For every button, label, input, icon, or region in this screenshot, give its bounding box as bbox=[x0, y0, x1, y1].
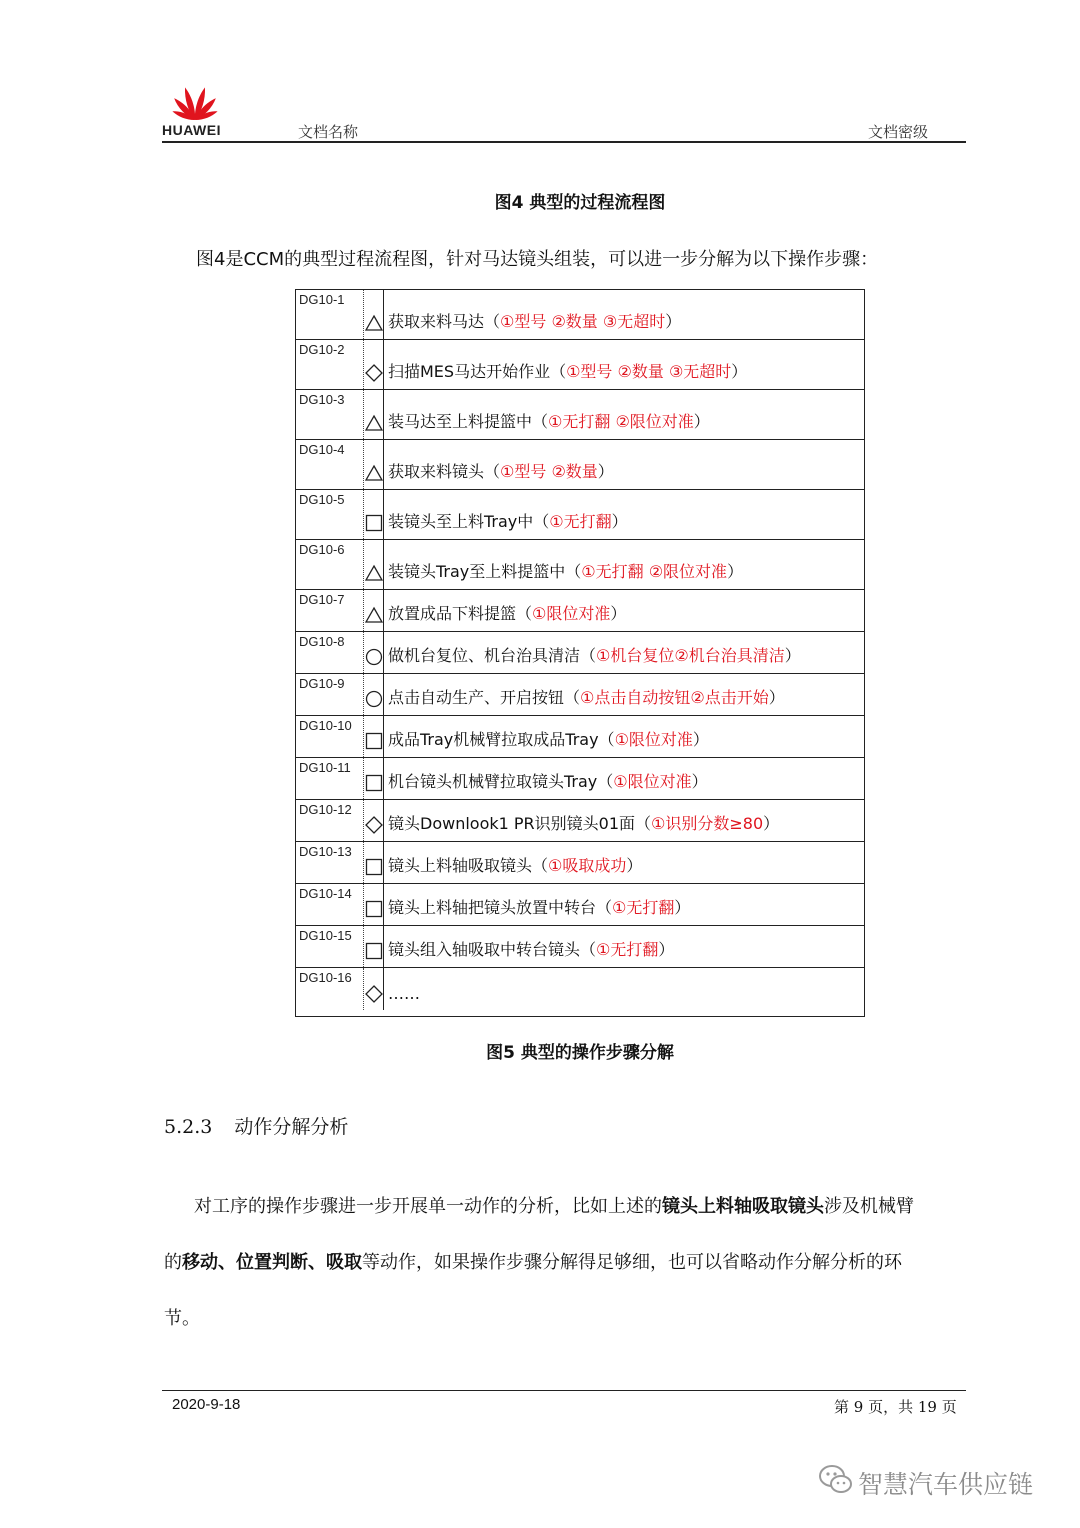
triangle-symbol-icon bbox=[365, 464, 383, 482]
step-id-cell bbox=[296, 290, 364, 339]
step-close-paren: ） bbox=[658, 940, 675, 959]
triangle-symbol-icon bbox=[365, 564, 383, 582]
header-divider bbox=[162, 141, 966, 143]
step-requirements: ①型号 ②数量 ③无超时 bbox=[566, 362, 732, 381]
step-id-cell bbox=[296, 540, 364, 589]
text-run: 的 bbox=[164, 1252, 182, 1273]
step-id-cell bbox=[296, 590, 364, 631]
step-action: 镜头组入轴吸取中转台镜头（ bbox=[388, 940, 597, 959]
step-description bbox=[388, 643, 801, 666]
text-run: 等动作，如果操作步骤分解得足够细，也可以省略动作分解分析的环 bbox=[362, 1252, 902, 1273]
operation-steps-table bbox=[295, 289, 865, 1017]
step-symbol-cell bbox=[364, 842, 384, 883]
step-symbol-cell bbox=[364, 758, 384, 799]
step-requirements: ①型号 ②数量 ③无超时 bbox=[500, 312, 666, 331]
step-row bbox=[296, 290, 864, 340]
step-description bbox=[388, 459, 614, 482]
section-heading bbox=[164, 1112, 348, 1139]
section-title: 动作分解分析 bbox=[234, 1116, 349, 1138]
step-description bbox=[388, 359, 747, 382]
step-symbol-cell bbox=[364, 674, 384, 715]
step-action: 装镜头至上料Tray中（ bbox=[388, 512, 550, 531]
step-id: DG10-8 bbox=[299, 634, 345, 649]
text-run: 对工序的操作步骤进一步开展单一动作的分析，比如上述的 bbox=[194, 1196, 662, 1217]
footer-date: 2020-9-18 bbox=[172, 1396, 241, 1413]
step-description bbox=[388, 727, 709, 750]
step-close-paren: ） bbox=[784, 646, 801, 665]
step-row bbox=[296, 540, 864, 590]
step-id: DG10-3 bbox=[299, 392, 345, 407]
step-requirements: ①机台复位②机台治具清洁 bbox=[596, 646, 785, 665]
step-close-paren: ） bbox=[692, 730, 709, 749]
square-symbol-icon bbox=[365, 858, 383, 876]
bold-text-run: 镜头上料轴吸取镜头 bbox=[662, 1196, 824, 1217]
step-description bbox=[388, 811, 779, 834]
document-name: 文档名称 bbox=[298, 123, 359, 141]
step-close-paren: ） bbox=[693, 412, 710, 431]
step-action: 镜头Downlook1 PR识别镜头01面（ bbox=[388, 814, 652, 833]
step-row bbox=[296, 968, 864, 1010]
step-close-paren: ） bbox=[763, 814, 780, 833]
step-id: DG10-2 bbox=[299, 342, 345, 357]
step-id-cell bbox=[296, 884, 364, 925]
step-id: DG10-16 bbox=[299, 970, 352, 985]
footer-page-number: 第 9 页，共 19 页 bbox=[834, 1398, 957, 1416]
step-symbol-cell bbox=[364, 540, 384, 589]
step-row bbox=[296, 758, 864, 800]
step-symbol-cell bbox=[364, 590, 384, 631]
diamond-symbol-icon bbox=[365, 985, 383, 1003]
step-id: DG10-11 bbox=[299, 760, 351, 775]
step-id-cell bbox=[296, 632, 364, 673]
step-action: …… bbox=[388, 984, 420, 1003]
step-row bbox=[296, 632, 864, 674]
step-row bbox=[296, 926, 864, 968]
step-symbol-cell bbox=[364, 440, 384, 489]
body-paragraph-line-1 bbox=[194, 1192, 994, 1218]
step-requirements: ①无打翻 ②限位对准 bbox=[581, 562, 728, 581]
step-symbol-cell bbox=[364, 800, 384, 841]
step-action: 放置成品下料提篮（ bbox=[388, 604, 533, 623]
triangle-symbol-icon bbox=[365, 414, 383, 432]
step-requirements: ①点击自动按钮②点击开始 bbox=[580, 688, 769, 707]
square-symbol-icon bbox=[365, 514, 383, 532]
step-row bbox=[296, 884, 864, 926]
step-row bbox=[296, 390, 864, 440]
step-symbol-cell bbox=[364, 290, 384, 339]
triangle-symbol-icon bbox=[365, 314, 383, 332]
step-id-cell bbox=[296, 758, 364, 799]
step-row bbox=[296, 490, 864, 540]
step-close-paren: ） bbox=[610, 604, 627, 623]
step-symbol-cell bbox=[364, 490, 384, 539]
step-requirements: ①限位对准 bbox=[613, 772, 692, 791]
diamond-symbol-icon bbox=[365, 364, 383, 382]
square-symbol-icon bbox=[365, 900, 383, 918]
step-action: 镜头上料轴把镜头放置中转台（ bbox=[388, 898, 613, 917]
step-symbol-cell bbox=[364, 632, 384, 673]
step-id-cell bbox=[296, 390, 364, 439]
step-id-cell bbox=[296, 716, 364, 757]
step-action: 做机台复位、机台治具清洁（ bbox=[388, 646, 597, 665]
step-close-paren: ） bbox=[611, 512, 628, 531]
square-symbol-icon bbox=[365, 942, 383, 960]
triangle-symbol-icon bbox=[365, 606, 383, 624]
step-id-cell bbox=[296, 842, 364, 883]
step-id: DG10-14 bbox=[299, 886, 352, 901]
step-id: DG10-5 bbox=[299, 492, 345, 507]
step-description bbox=[388, 409, 710, 432]
bold-text-run: 移动、位置判断、吸取 bbox=[182, 1252, 362, 1273]
step-action: 获取来料镜头（ bbox=[388, 462, 501, 481]
step-description bbox=[388, 937, 674, 960]
step-close-paren: ） bbox=[626, 856, 643, 875]
step-id-cell bbox=[296, 490, 364, 539]
step-action: 成品Tray机械臂拉取成品Tray（ bbox=[388, 730, 615, 749]
step-close-paren: ） bbox=[691, 772, 708, 791]
step-close-paren: ） bbox=[768, 688, 785, 707]
step-row bbox=[296, 440, 864, 490]
step-row bbox=[296, 800, 864, 842]
step-requirements: ①型号 ②数量 bbox=[500, 462, 598, 481]
step-symbol-cell bbox=[364, 926, 384, 967]
step-id: DG10-10 bbox=[299, 718, 352, 733]
step-close-paren: ） bbox=[727, 562, 744, 581]
step-id: DG10-7 bbox=[299, 592, 345, 607]
step-description bbox=[388, 601, 626, 624]
step-id: DG10-1 bbox=[299, 292, 345, 307]
text-run: 涉及机械臂 bbox=[824, 1196, 914, 1217]
step-row bbox=[296, 716, 864, 758]
figure-5-caption: 图5 典型的操作步骤分解 bbox=[486, 1043, 674, 1063]
step-close-paren: ） bbox=[597, 462, 614, 481]
wechat-watermark bbox=[818, 1461, 1058, 1501]
step-id: DG10-13 bbox=[299, 844, 352, 859]
step-action: 镜头上料轴吸取镜头（ bbox=[388, 856, 549, 875]
step-row bbox=[296, 674, 864, 716]
intro-paragraph: 图4是CCM的典型过程流程图，针对马达镜头组装，可以进一步分解为以下操作步骤： bbox=[196, 249, 879, 270]
step-row bbox=[296, 842, 864, 884]
step-description bbox=[388, 685, 785, 708]
footer-divider bbox=[162, 1390, 966, 1391]
step-symbol-cell bbox=[364, 968, 384, 1010]
step-id: DG10-4 bbox=[299, 442, 345, 457]
step-action: 点击自动生产、开启按钮（ bbox=[388, 688, 581, 707]
step-symbol-cell bbox=[364, 716, 384, 757]
step-symbol-cell bbox=[364, 884, 384, 925]
step-requirements: ①吸取成功 bbox=[548, 856, 627, 875]
step-description bbox=[388, 769, 708, 792]
square-symbol-icon bbox=[365, 774, 383, 792]
watermark-text: 智慧汽车供应链 bbox=[858, 1470, 1034, 1499]
step-id-cell bbox=[296, 674, 364, 715]
step-id-cell bbox=[296, 440, 364, 489]
step-requirements: ①无打翻 bbox=[596, 940, 659, 959]
huawei-logo-text: HUAWEI bbox=[162, 122, 221, 138]
step-id-cell bbox=[296, 340, 364, 389]
step-id-cell bbox=[296, 926, 364, 967]
step-id: DG10-9 bbox=[299, 676, 345, 691]
step-id: DG10-15 bbox=[299, 928, 352, 943]
figure-4-caption: 图4 典型的过程流程图 bbox=[494, 193, 666, 213]
step-action: 装马达至上料提篮中（ bbox=[388, 412, 549, 431]
step-close-paren: ） bbox=[731, 362, 748, 381]
wechat-icon bbox=[818, 1463, 854, 1497]
step-requirements: ①限位对准 bbox=[532, 604, 611, 623]
step-action: 扫描MES马达开始作业（ bbox=[388, 362, 567, 381]
step-symbol-cell bbox=[364, 390, 384, 439]
step-id-cell bbox=[296, 800, 364, 841]
step-row bbox=[296, 590, 864, 632]
circle-symbol-icon bbox=[365, 648, 383, 666]
step-action: 装镜头Tray至上料提篮中（ bbox=[388, 562, 582, 581]
document-level: 文档密级 bbox=[868, 123, 929, 141]
step-description bbox=[388, 895, 690, 918]
circle-symbol-icon bbox=[365, 690, 383, 708]
step-requirements: ①限位对准 bbox=[614, 730, 693, 749]
step-requirements: ①无打翻 bbox=[549, 512, 612, 531]
step-requirements: ①识别分数≥80 bbox=[651, 814, 764, 833]
square-symbol-icon bbox=[365, 732, 383, 750]
step-description bbox=[388, 984, 420, 1003]
body-paragraph-line-3: 节。 bbox=[164, 1308, 200, 1329]
step-id: DG10-6 bbox=[299, 542, 345, 557]
step-description bbox=[388, 559, 743, 582]
step-id-cell bbox=[296, 968, 364, 1010]
step-description bbox=[388, 309, 681, 332]
diamond-symbol-icon bbox=[365, 816, 383, 834]
step-description bbox=[388, 509, 628, 532]
step-row bbox=[296, 340, 864, 390]
step-action: 机台镜头机械臂拉取镜头Tray（ bbox=[388, 772, 614, 791]
step-id: DG10-12 bbox=[299, 802, 352, 817]
step-action: 获取来料马达（ bbox=[388, 312, 501, 331]
step-close-paren: ） bbox=[665, 312, 682, 331]
body-paragraph-line-2 bbox=[164, 1248, 964, 1274]
step-description bbox=[388, 853, 642, 876]
section-number: 5.2.3 bbox=[164, 1116, 213, 1138]
step-symbol-cell bbox=[364, 340, 384, 389]
step-requirements: ①无打翻 bbox=[612, 898, 675, 917]
step-close-paren: ） bbox=[674, 898, 691, 917]
step-requirements: ①无打翻 ②限位对准 bbox=[548, 412, 694, 431]
